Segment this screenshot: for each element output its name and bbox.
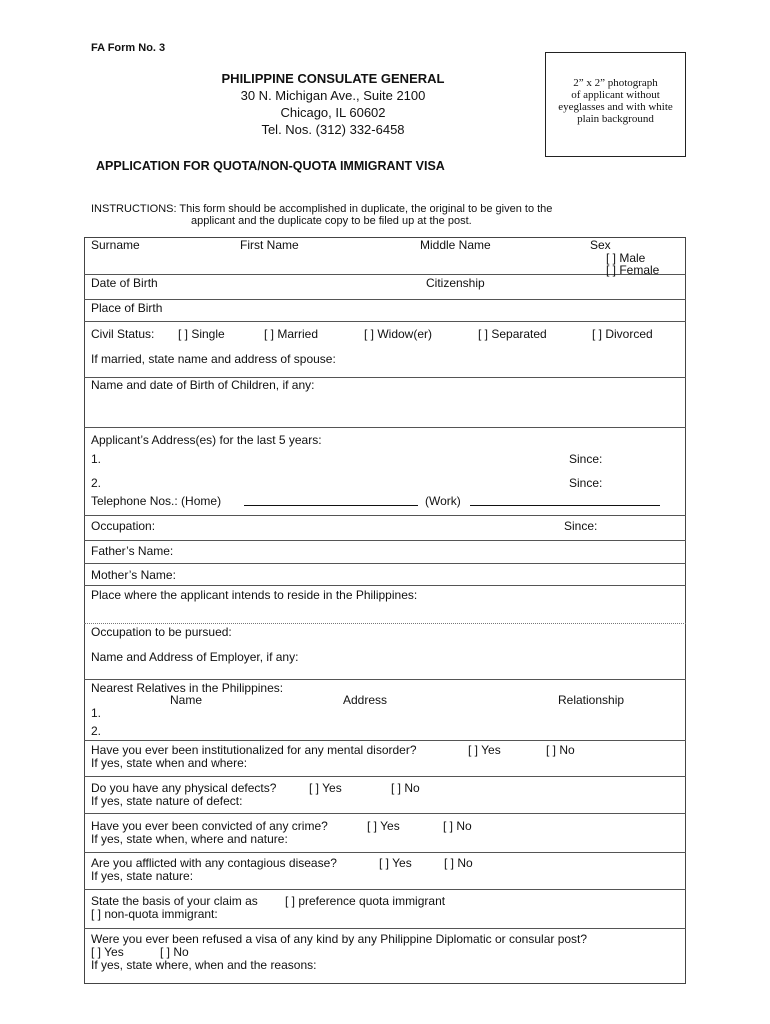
contagious-disease-no-checkbox[interactable]: [ ] No (444, 856, 473, 870)
crime-note: If yes, state when, where and nature: (91, 832, 288, 846)
row-divider (84, 321, 686, 322)
sex-female-checkbox[interactable]: [ ] Female (606, 263, 660, 277)
sex-label: Sex (590, 238, 611, 252)
row-divider (84, 515, 686, 516)
row-divider (84, 740, 686, 741)
form-title: APPLICATION FOR QUOTA/NON-QUOTA IMMIGRANT VISA (96, 159, 445, 173)
telephone-home-field[interactable] (244, 494, 418, 506)
mother-name-label: Mother’s Name: (91, 568, 176, 582)
civil-status-label: Civil Status: (91, 327, 155, 341)
crime-no-checkbox[interactable]: [ ] No (443, 819, 472, 833)
physical-defects-no-checkbox[interactable]: [ ] No (391, 781, 420, 795)
telephone-work-field[interactable] (470, 494, 660, 506)
row-divider (84, 299, 686, 300)
row-divider (84, 563, 686, 564)
instructions-line2: applicant and the duplicate copy to be filed up at the post. (191, 215, 472, 227)
form-number: FA Form No. 3 (91, 42, 166, 54)
addresses-label: Applicant’s Address(es) for the last 5 years: (91, 433, 322, 447)
physical-defects-yes-checkbox[interactable]: [ ] Yes (309, 781, 342, 795)
photo-instruction-line2: of applicant without (571, 89, 660, 101)
civil-status-separated-checkbox[interactable]: [ ] Separated (478, 327, 547, 341)
photo-box[interactable] (545, 52, 686, 157)
occupation-pursued-label: Occupation to be pursued: (91, 625, 232, 639)
row-divider (84, 427, 686, 428)
preference-quota-checkbox[interactable]: [ ] preference quota immigrant (285, 894, 446, 908)
row-divider (84, 813, 686, 814)
children-label: Name and date of Birth of Children, if any: (91, 378, 315, 392)
relatives-label: Nearest Relatives in the Philippines: (91, 681, 284, 695)
employer-label: Name and Address of Employer, if any: (91, 650, 299, 664)
civil-status-widow-checkbox[interactable]: [ ] Widow(er) (364, 327, 433, 341)
row-divider (84, 585, 686, 586)
relatives-name-header: Name (170, 693, 203, 707)
mental-disorder-note: If yes, state when and where: (91, 756, 248, 770)
photo-instruction-line4: plain background (577, 113, 654, 125)
row-divider (84, 623, 686, 624)
row-divider (84, 776, 686, 777)
non-quota-checkbox[interactable]: [ ] non-quota immigrant: (91, 907, 218, 921)
consulate-telephone: Tel. Nos. (312) 332-6458 (261, 122, 405, 137)
relative-2-label: 2. (91, 724, 102, 738)
spouse-label: If married, state name and address of spouse: (91, 352, 336, 366)
row-divider (84, 274, 686, 275)
visa-refused-note: If yes, state where, when and the reasons: (91, 958, 317, 972)
contagious-disease-question: Are you afflicted with any contagious disease? (91, 856, 337, 870)
visa-refused-no-checkbox[interactable]: [ ] No (160, 945, 189, 959)
row-divider (84, 679, 686, 680)
instructions-line1: INSTRUCTIONS: This form should be accomplished in duplicate, the original to be given to the (91, 203, 553, 215)
date-of-birth-label: Date of Birth (91, 276, 158, 290)
first-name-label: First Name (240, 238, 299, 252)
mental-disorder-yes-checkbox[interactable]: [ ] Yes (468, 743, 501, 757)
civil-status-single-checkbox[interactable]: [ ] Single (178, 327, 225, 341)
address-1-label: 1. (91, 452, 102, 466)
instructions (91, 203, 552, 227)
telephone-home-label: Telephone Nos.: (Home) (91, 494, 222, 508)
relative-1-label: 1. (91, 706, 102, 720)
mental-disorder-no-checkbox[interactable]: [ ] No (546, 743, 575, 757)
place-of-birth-label: Place of Birth (91, 301, 163, 315)
civil-status-married-checkbox[interactable]: [ ] Married (264, 327, 319, 341)
address-2-label: 2. (91, 476, 102, 490)
physical-defects-question: Do you have any physical defects? (91, 781, 277, 795)
row-divider (84, 889, 686, 890)
address-1-since-label: Since: (569, 452, 603, 466)
consulate-header (190, 70, 476, 138)
middle-name-label: Middle Name (420, 238, 491, 252)
photo-instruction-line1: 2” x 2” photograph (573, 77, 658, 89)
crime-yes-checkbox[interactable]: [ ] Yes (367, 819, 400, 833)
occupation-label: Occupation: (91, 519, 156, 533)
relatives-relationship-header: Relationship (558, 693, 625, 707)
contagious-disease-yes-checkbox[interactable]: [ ] Yes (379, 856, 412, 870)
physical-defects-note: If yes, state nature of defect: (91, 794, 243, 808)
sex-male-checkbox[interactable]: [ ] Male (606, 251, 646, 265)
relatives-address-header: Address (343, 693, 388, 707)
mental-disorder-question: Have you ever been institutionalized for any mental disorder? (91, 743, 417, 757)
visa-refused-question: Were you ever been refused a visa of any kind by any Philippine Diplomatic or consular post? (91, 932, 588, 946)
crime-question: Have you ever been convicted of any crime? (91, 819, 328, 833)
telephone-work-label: (Work) (425, 494, 461, 508)
citizenship-label: Citizenship (426, 276, 485, 290)
civil-status-divorced-checkbox[interactable]: [ ] Divorced (592, 327, 653, 341)
intended-residence-label: Place where the applicant intends to reside in the Philippines: (91, 588, 418, 602)
row-divider (84, 540, 686, 541)
consulate-name: PHILIPPINE CONSULATE GENERAL (221, 71, 445, 86)
photo-instruction-line3: eyeglasses and with white (558, 101, 673, 113)
consulate-address-line2: Chicago, IL 60602 (280, 105, 386, 120)
row-divider (84, 852, 686, 853)
contagious-disease-note: If yes, state nature: (91, 869, 194, 883)
surname-label: Surname (91, 238, 140, 252)
address-2-since-label: Since: (569, 476, 603, 490)
visa-refused-yes-checkbox[interactable]: [ ] Yes (91, 945, 124, 959)
occupation-since-label: Since: (564, 519, 598, 533)
claim-basis-question: State the basis of your claim as (91, 894, 258, 908)
consulate-address-line1: 30 N. Michigan Ave., Suite 2100 (240, 88, 426, 103)
row-divider (84, 928, 686, 929)
father-name-label: Father’s Name: (91, 544, 174, 558)
